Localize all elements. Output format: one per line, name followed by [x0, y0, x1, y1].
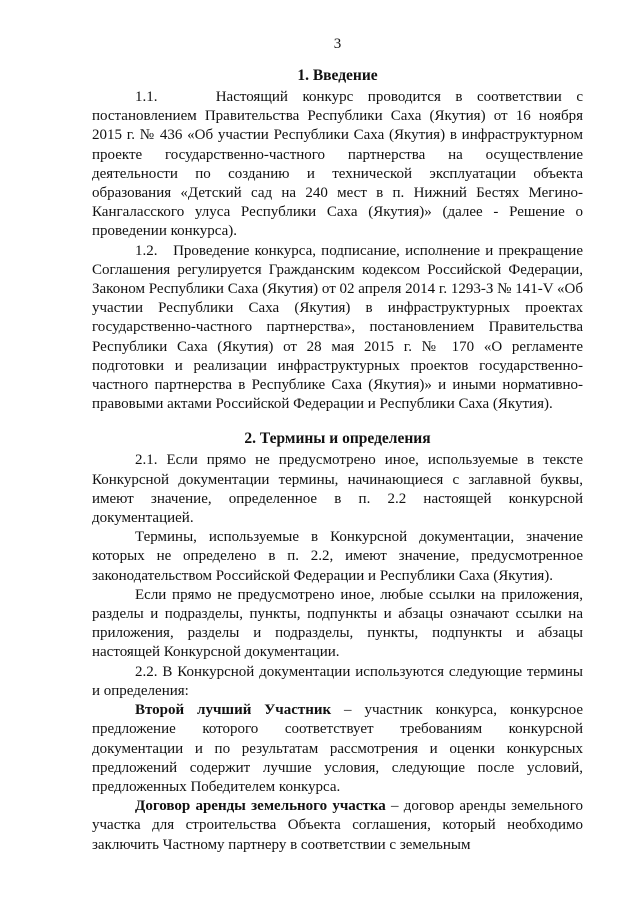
section-introduction [92, 67, 583, 414]
term-second-best-participant: Второй лучший Участник [135, 702, 332, 719]
paragraph-2-1: 2.1. Если прямо не предусмотрено иное, используемые в тексте Конкурсной документации термины, начинающиеся с заглавной буквы, имеют значение, определенное в п. 2.2 настоящей конкурсной документацией. [92, 452, 583, 527]
section-gap [92, 414, 583, 430]
paragraph-references: Если прямо не предусмотрено иное, любые ссылки на приложения, разделы и подразделы, пункты, подпункты и абзацы означают ссылки на приложения, разделы и подразделы, пункты, подпункты и абзацы настоящей Конкурсной документации. [92, 586, 583, 661]
section-heading-introduction: 1. Введение [297, 67, 378, 84]
definition-text-second-best-participant: – участник конкурса, конкурсное предложение которого соответствует требованиям конкурсной документации и по результатам рассмотрения и оценки конкурсных предложений содержит лучшие условия, следующие после условий, предложенных Победителем конкурса. [92, 702, 583, 795]
definition-second-best-participant [92, 701, 583, 797]
definition-land-lease-agreement [92, 797, 583, 855]
definition-text-land-lease-agreement: – договор аренды земельного участка для строительства Объекта соглашения, который необходимо заключить Частному партнеру в соответствии с земельным [92, 798, 584, 853]
paragraph-terms-meaning: Термины, используемые в Конкурсной документации, значение которых не определено в п. 2.2, имеют значение, предусмотренное законодательством Российской Федерации и Республики Саха (Якутия). [92, 529, 583, 584]
paragraph-2-2: 2.2. В Конкурсной документации используются следующие термины и определения: [92, 663, 583, 699]
section-heading-terms: 2. Термины и определения [244, 430, 431, 448]
term-land-lease-agreement: Договор аренды земельного участка [135, 798, 386, 815]
section-terms [92, 430, 583, 854]
paragraph-1-1: 1.1. Настоящий конкурс проводится в соответствии с постановлением Правительства Республики Саха (Якутия) от 16 ноября 2015 г. № 436 «Об участии Республики Саха (Якутия) в инфраструктурном проекте государственно-частного партнерства на осуществление деятельности по созданию и технической эксплуатации объекта образования «Детский сад на 240 мест в п. Нижний Бестях Мегино-Кангаласского улуса Республики Саха (Якутия)» (далее - Решение о проведении конкурса). [92, 89, 583, 240]
paragraph-1-2: 1.2. Проведение конкурса, подписание, исполнение и прекращение Соглашения регулируется Гражданским кодексом Российской Федерации, Законом Республики Саха (Якутия) от 02 апреля 2014 г. 1293-З № 141-V «Об участии Республики Саха (Якутия) в инфраструктурных проектах государственно-частного партнерства», постановлением Правительства Республики Саха (Якутия) от 28 мая 2015 г. № 170 «О регламенте подготовки и реализации инфраструктурных проектов государственно-частного партнерства в Республике Саха (Якутия)» и иными нормативно-правовыми актами Российской Федерации и Республики Саха (Якутия). [92, 242, 583, 413]
page-number: 3 [333, 36, 342, 52]
